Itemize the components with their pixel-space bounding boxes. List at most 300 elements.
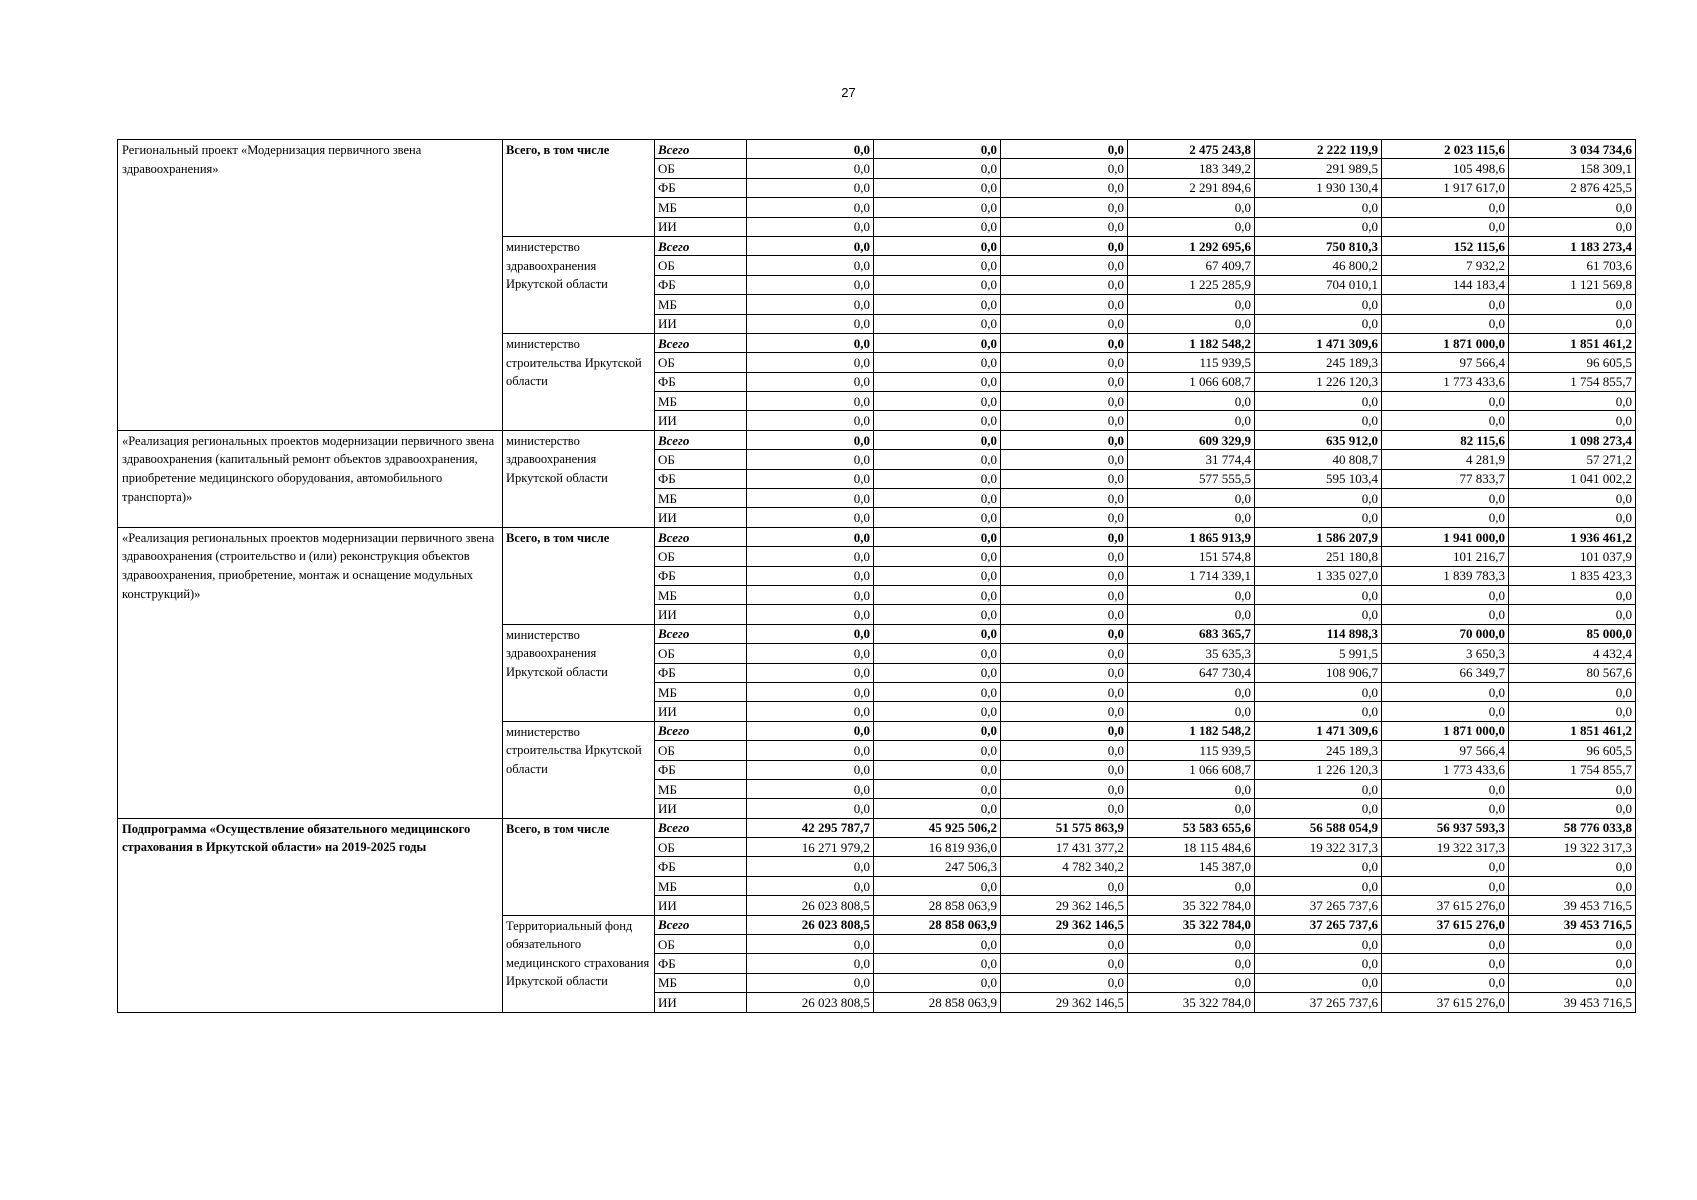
amount-cell: 0,0 xyxy=(1001,275,1128,294)
funding-source-cell: ФБ xyxy=(655,469,747,488)
amount-cell: 0,0 xyxy=(874,585,1001,604)
amount-cell: 0,0 xyxy=(1509,682,1636,701)
amount-cell: 35 322 784,0 xyxy=(1128,896,1255,915)
amount-cell: 0,0 xyxy=(747,547,874,566)
amount-cell: 0,0 xyxy=(1128,682,1255,701)
amount-cell: 0,0 xyxy=(747,644,874,663)
amount-cell: 37 615 276,0 xyxy=(1382,915,1509,934)
amount-cell: 0,0 xyxy=(874,314,1001,333)
amount-cell: 29 362 146,5 xyxy=(1001,896,1128,915)
amount-cell: 85 000,0 xyxy=(1509,624,1636,643)
amount-cell: 0,0 xyxy=(1509,585,1636,604)
amount-cell: 19 322 317,3 xyxy=(1255,838,1382,857)
amount-cell: 0,0 xyxy=(1001,605,1128,624)
amount-cell: 0,0 xyxy=(1001,469,1128,488)
amount-cell: 0,0 xyxy=(1509,876,1636,895)
amount-cell: 26 023 808,5 xyxy=(747,993,874,1012)
amount-cell: 1 226 120,3 xyxy=(1255,760,1382,779)
funding-source-cell: МБ xyxy=(655,876,747,895)
amount-cell: 750 810,3 xyxy=(1255,236,1382,255)
table-body xyxy=(118,140,1636,1013)
funding-source-cell: МБ xyxy=(655,198,747,217)
amount-cell: 7 932,2 xyxy=(1382,256,1509,275)
amount-cell: 183 349,2 xyxy=(1128,159,1255,178)
amount-cell: 0,0 xyxy=(1001,256,1128,275)
funding-source-cell: ОБ xyxy=(655,450,747,469)
executor-cell: Всего, в том числе xyxy=(503,527,655,624)
amount-cell: 0,0 xyxy=(1001,236,1128,255)
amount-cell: 0,0 xyxy=(1001,547,1128,566)
amount-cell: 0,0 xyxy=(1001,644,1128,663)
funding-source-cell: ИИ xyxy=(655,217,747,236)
amount-cell: 0,0 xyxy=(1255,217,1382,236)
amount-cell: 1 121 569,8 xyxy=(1509,275,1636,294)
amount-cell: 158 309,1 xyxy=(1509,159,1636,178)
amount-cell: 0,0 xyxy=(874,876,1001,895)
amount-cell: 82 115,6 xyxy=(1382,430,1509,449)
amount-cell: 152 115,6 xyxy=(1382,236,1509,255)
amount-cell: 58 776 033,8 xyxy=(1509,818,1636,837)
amount-cell: 28 858 063,9 xyxy=(874,915,1001,934)
amount-cell: 0,0 xyxy=(1509,935,1636,954)
funding-source-cell: ОБ xyxy=(655,256,747,275)
amount-cell: 0,0 xyxy=(1128,799,1255,818)
amount-cell: 0,0 xyxy=(874,547,1001,566)
amount-cell: 0,0 xyxy=(874,566,1001,585)
amount-cell: 0,0 xyxy=(1382,954,1509,973)
amount-cell: 46 800,2 xyxy=(1255,256,1382,275)
funding-source-cell: ФБ xyxy=(655,372,747,391)
amount-cell: 2 291 894,6 xyxy=(1128,178,1255,197)
amount-cell: 0,0 xyxy=(747,935,874,954)
amount-cell: 0,0 xyxy=(1001,935,1128,954)
amount-cell: 31 774,4 xyxy=(1128,450,1255,469)
amount-cell: 0,0 xyxy=(1128,411,1255,430)
funding-source-cell: МБ xyxy=(655,779,747,798)
executor-cell: Всего, в том числе xyxy=(503,818,655,915)
amount-cell: 0,0 xyxy=(747,295,874,314)
amount-cell: 0,0 xyxy=(1255,392,1382,411)
amount-cell: 0,0 xyxy=(1509,605,1636,624)
funding-source-cell: Всего xyxy=(655,527,747,546)
amount-cell: 67 409,7 xyxy=(1128,256,1255,275)
amount-cell: 0,0 xyxy=(1255,779,1382,798)
amount-cell: 1 714 339,1 xyxy=(1128,566,1255,585)
amount-cell: 26 023 808,5 xyxy=(747,896,874,915)
amount-cell: 51 575 863,9 xyxy=(1001,818,1128,837)
amount-cell: 0,0 xyxy=(1001,450,1128,469)
amount-cell: 0,0 xyxy=(747,159,874,178)
amount-cell: 1 865 913,9 xyxy=(1128,527,1255,546)
funding-source-cell: ИИ xyxy=(655,702,747,721)
funding-source-cell: ОБ xyxy=(655,547,747,566)
amount-cell: 37 615 276,0 xyxy=(1382,896,1509,915)
amount-cell: 1 471 309,6 xyxy=(1255,721,1382,740)
amount-cell: 2 222 119,9 xyxy=(1255,140,1382,159)
funding-source-cell: Всего xyxy=(655,140,747,159)
amount-cell: 0,0 xyxy=(1382,702,1509,721)
amount-cell: 0,0 xyxy=(1001,741,1128,760)
amount-cell: 35 322 784,0 xyxy=(1128,993,1255,1012)
amount-cell: 0,0 xyxy=(1509,489,1636,508)
amount-cell: 0,0 xyxy=(874,644,1001,663)
funding-source-cell: ИИ xyxy=(655,508,747,527)
amount-cell: 0,0 xyxy=(747,489,874,508)
amount-cell: 0,0 xyxy=(1255,876,1382,895)
amount-cell: 0,0 xyxy=(874,760,1001,779)
amount-cell: 1 754 855,7 xyxy=(1509,760,1636,779)
amount-cell: 0,0 xyxy=(1255,314,1382,333)
amount-cell: 151 574,8 xyxy=(1128,547,1255,566)
amount-cell: 96 605,5 xyxy=(1509,353,1636,372)
amount-cell: 19 322 317,3 xyxy=(1382,838,1509,857)
amount-cell: 1 225 285,9 xyxy=(1128,275,1255,294)
amount-cell: 0,0 xyxy=(747,411,874,430)
amount-cell: 2 475 243,8 xyxy=(1128,140,1255,159)
amount-cell: 0,0 xyxy=(747,430,874,449)
amount-cell: 0,0 xyxy=(1001,682,1128,701)
amount-cell: 0,0 xyxy=(1382,198,1509,217)
amount-cell: 1 183 273,4 xyxy=(1509,236,1636,255)
amount-cell: 0,0 xyxy=(1509,198,1636,217)
amount-cell: 1 773 433,6 xyxy=(1382,372,1509,391)
amount-cell: 0,0 xyxy=(1509,954,1636,973)
amount-cell: 0,0 xyxy=(1001,876,1128,895)
amount-cell: 0,0 xyxy=(747,760,874,779)
executor-cell: Всего, в том числе xyxy=(503,140,655,237)
amount-cell: 0,0 xyxy=(747,275,874,294)
funding-source-cell: ОБ xyxy=(655,838,747,857)
amount-cell: 1 754 855,7 xyxy=(1509,372,1636,391)
amount-cell: 0,0 xyxy=(747,566,874,585)
amount-cell: 70 000,0 xyxy=(1382,624,1509,643)
amount-cell: 0,0 xyxy=(747,973,874,992)
amount-cell: 1 851 461,2 xyxy=(1509,721,1636,740)
program-name-cell: «Реализация региональных проектов модернизации первичного звена здравоохранения (строительство и (или) реконструкция объектов здравоохранения, приобретение, монтаж и оснащение модульных конструкций)» xyxy=(118,527,503,818)
amount-cell: 28 858 063,9 xyxy=(874,896,1001,915)
amount-cell: 0,0 xyxy=(1382,973,1509,992)
table-row xyxy=(118,140,1636,159)
amount-cell: 37 265 737,6 xyxy=(1255,993,1382,1012)
amount-cell: 37 265 737,6 xyxy=(1255,896,1382,915)
funding-source-cell: МБ xyxy=(655,682,747,701)
amount-cell: 0,0 xyxy=(874,973,1001,992)
amount-cell: 56 588 054,9 xyxy=(1255,818,1382,837)
funding-source-cell: Всего xyxy=(655,721,747,740)
funding-source-cell: ОБ xyxy=(655,644,747,663)
amount-cell: 595 103,4 xyxy=(1255,469,1382,488)
executor-cell: министерство строительства Иркутской области xyxy=(503,333,655,430)
funding-source-cell: ОБ xyxy=(655,353,747,372)
funding-source-cell: МБ xyxy=(655,295,747,314)
amount-cell: 105 498,6 xyxy=(1382,159,1509,178)
budget-table xyxy=(117,139,1636,1013)
amount-cell: 1 182 548,2 xyxy=(1128,721,1255,740)
amount-cell: 291 989,5 xyxy=(1255,159,1382,178)
amount-cell: 1 871 000,0 xyxy=(1382,721,1509,740)
amount-cell: 0,0 xyxy=(874,663,1001,682)
amount-cell: 647 730,4 xyxy=(1128,663,1255,682)
amount-cell: 0,0 xyxy=(1128,508,1255,527)
amount-cell: 1 839 783,3 xyxy=(1382,566,1509,585)
amount-cell: 80 567,6 xyxy=(1509,663,1636,682)
amount-cell: 0,0 xyxy=(1382,508,1509,527)
funding-source-cell: Всего xyxy=(655,915,747,934)
amount-cell: 0,0 xyxy=(747,256,874,275)
amount-cell: 251 180,8 xyxy=(1255,547,1382,566)
amount-cell: 40 808,7 xyxy=(1255,450,1382,469)
amount-cell: 0,0 xyxy=(1001,702,1128,721)
amount-cell: 0,0 xyxy=(747,585,874,604)
amount-cell: 1 773 433,6 xyxy=(1382,760,1509,779)
funding-source-cell: ФБ xyxy=(655,178,747,197)
amount-cell: 0,0 xyxy=(874,159,1001,178)
amount-cell: 0,0 xyxy=(747,450,874,469)
amount-cell: 115 939,5 xyxy=(1128,353,1255,372)
amount-cell: 0,0 xyxy=(1001,760,1128,779)
amount-cell: 0,0 xyxy=(1382,876,1509,895)
amount-cell: 0,0 xyxy=(874,508,1001,527)
amount-cell: 101 037,9 xyxy=(1509,547,1636,566)
amount-cell: 0,0 xyxy=(874,799,1001,818)
amount-cell: 0,0 xyxy=(1255,295,1382,314)
amount-cell: 115 939,5 xyxy=(1128,741,1255,760)
amount-cell: 29 362 146,5 xyxy=(1001,993,1128,1012)
amount-cell: 245 189,3 xyxy=(1255,741,1382,760)
amount-cell: 1 930 130,4 xyxy=(1255,178,1382,197)
amount-cell: 0,0 xyxy=(1382,605,1509,624)
amount-cell: 0,0 xyxy=(1255,605,1382,624)
amount-cell: 0,0 xyxy=(1509,217,1636,236)
amount-cell: 247 506,3 xyxy=(874,857,1001,876)
amount-cell: 0,0 xyxy=(874,353,1001,372)
amount-cell: 0,0 xyxy=(747,605,874,624)
funding-source-cell: Всего xyxy=(655,624,747,643)
amount-cell: 245 189,3 xyxy=(1255,353,1382,372)
amount-cell: 0,0 xyxy=(747,682,874,701)
amount-cell: 0,0 xyxy=(1255,198,1382,217)
amount-cell: 683 365,7 xyxy=(1128,624,1255,643)
amount-cell: 0,0 xyxy=(874,682,1001,701)
amount-cell: 0,0 xyxy=(874,392,1001,411)
funding-source-cell: ИИ xyxy=(655,993,747,1012)
amount-cell: 39 453 716,5 xyxy=(1509,993,1636,1012)
amount-cell: 0,0 xyxy=(1001,508,1128,527)
amount-cell: 1 936 461,2 xyxy=(1509,527,1636,546)
amount-cell: 0,0 xyxy=(1255,702,1382,721)
amount-cell: 0,0 xyxy=(1255,973,1382,992)
amount-cell: 609 329,9 xyxy=(1128,430,1255,449)
amount-cell: 0,0 xyxy=(1128,954,1255,973)
executor-cell: министерство здравоохранения Иркутской области xyxy=(503,624,655,721)
amount-cell: 4 281,9 xyxy=(1382,450,1509,469)
funding-source-cell: ИИ xyxy=(655,799,747,818)
funding-source-cell: ОБ xyxy=(655,159,747,178)
program-name-cell: «Реализация региональных проектов модернизации первичного звена здравоохранения (капитальный ремонт объектов здравоохранения, приобретение медицинского оборудования, автомобильного транспорта)» xyxy=(118,430,503,527)
amount-cell: 0,0 xyxy=(874,624,1001,643)
amount-cell: 0,0 xyxy=(1001,314,1128,333)
amount-cell: 0,0 xyxy=(874,178,1001,197)
amount-cell: 0,0 xyxy=(874,236,1001,255)
amount-cell: 0,0 xyxy=(1001,663,1128,682)
amount-cell: 0,0 xyxy=(1128,489,1255,508)
amount-cell: 0,0 xyxy=(874,605,1001,624)
amount-cell: 0,0 xyxy=(1001,585,1128,604)
amount-cell: 0,0 xyxy=(1001,372,1128,391)
amount-cell: 0,0 xyxy=(1509,392,1636,411)
amount-cell: 0,0 xyxy=(1382,295,1509,314)
amount-cell: 101 216,7 xyxy=(1382,547,1509,566)
amount-cell: 0,0 xyxy=(1001,779,1128,798)
amount-cell: 0,0 xyxy=(1255,489,1382,508)
amount-cell: 28 858 063,9 xyxy=(874,993,1001,1012)
program-name-cell: Региональный проект «Модернизация первичного звена здравоохранения» xyxy=(118,140,503,431)
executor-cell: министерство здравоохранения Иркутской области xyxy=(503,430,655,527)
amount-cell: 0,0 xyxy=(874,489,1001,508)
amount-cell: 18 115 484,6 xyxy=(1128,838,1255,857)
program-name-cell: Подпрограмма «Осуществление обязательного медицинского страхования в Иркутской области» на 2019-2025 годы xyxy=(118,818,503,1012)
amount-cell: 0,0 xyxy=(747,954,874,973)
amount-cell: 0,0 xyxy=(1128,295,1255,314)
amount-cell: 16 819 936,0 xyxy=(874,838,1001,857)
amount-cell: 16 271 979,2 xyxy=(747,838,874,857)
amount-cell: 0,0 xyxy=(1382,682,1509,701)
funding-source-cell: Всего xyxy=(655,333,747,352)
amount-cell: 0,0 xyxy=(874,469,1001,488)
amount-cell: 0,0 xyxy=(1509,799,1636,818)
amount-cell: 4 432,4 xyxy=(1509,644,1636,663)
funding-source-cell: ФБ xyxy=(655,275,747,294)
funding-source-cell: МБ xyxy=(655,392,747,411)
amount-cell: 0,0 xyxy=(1001,721,1128,740)
executor-cell: министерство строительства Иркутской области xyxy=(503,721,655,818)
amount-cell: 0,0 xyxy=(874,295,1001,314)
amount-cell: 0,0 xyxy=(1255,935,1382,954)
amount-cell: 0,0 xyxy=(874,527,1001,546)
funding-source-cell: ФБ xyxy=(655,954,747,973)
amount-cell: 1 335 027,0 xyxy=(1255,566,1382,585)
amount-cell: 97 566,4 xyxy=(1382,353,1509,372)
amount-cell: 0,0 xyxy=(1001,411,1128,430)
amount-cell: 39 453 716,5 xyxy=(1509,915,1636,934)
amount-cell: 0,0 xyxy=(747,392,874,411)
amount-cell: 3 034 734,6 xyxy=(1509,140,1636,159)
amount-cell: 0,0 xyxy=(1128,392,1255,411)
amount-cell: 0,0 xyxy=(1255,585,1382,604)
amount-cell: 97 566,4 xyxy=(1382,741,1509,760)
amount-cell: 0,0 xyxy=(874,333,1001,352)
amount-cell: 1 941 000,0 xyxy=(1382,527,1509,546)
amount-cell: 0,0 xyxy=(1001,159,1128,178)
amount-cell: 0,0 xyxy=(1128,314,1255,333)
amount-cell: 0,0 xyxy=(1001,566,1128,585)
amount-cell: 577 555,5 xyxy=(1128,469,1255,488)
executor-cell: министерство здравоохранения Иркутской области xyxy=(503,236,655,333)
amount-cell: 96 605,5 xyxy=(1509,741,1636,760)
amount-cell: 0,0 xyxy=(1001,973,1128,992)
table-row xyxy=(118,818,1636,837)
amount-cell: 0,0 xyxy=(874,430,1001,449)
amount-cell: 0,0 xyxy=(1128,217,1255,236)
executor-cell: Территориальный фонд обязательного медицинского страхования Иркутской области xyxy=(503,915,655,1012)
amount-cell: 0,0 xyxy=(1382,411,1509,430)
amount-cell: 0,0 xyxy=(1001,140,1128,159)
amount-cell: 144 183,4 xyxy=(1382,275,1509,294)
amount-cell: 0,0 xyxy=(1001,198,1128,217)
amount-cell: 1 586 207,9 xyxy=(1255,527,1382,546)
amount-cell: 0,0 xyxy=(1001,217,1128,236)
amount-cell: 0,0 xyxy=(1255,857,1382,876)
amount-cell: 0,0 xyxy=(747,799,874,818)
amount-cell: 0,0 xyxy=(874,721,1001,740)
amount-cell: 1 066 608,7 xyxy=(1128,372,1255,391)
funding-source-cell: Всего xyxy=(655,818,747,837)
amount-cell: 0,0 xyxy=(1382,799,1509,818)
funding-source-cell: МБ xyxy=(655,973,747,992)
amount-cell: 39 453 716,5 xyxy=(1509,896,1636,915)
funding-source-cell: ИИ xyxy=(655,605,747,624)
amount-cell: 0,0 xyxy=(747,624,874,643)
amount-cell: 0,0 xyxy=(747,527,874,546)
amount-cell: 0,0 xyxy=(1128,605,1255,624)
amount-cell: 145 387,0 xyxy=(1128,857,1255,876)
amount-cell: 0,0 xyxy=(1001,295,1128,314)
amount-cell: 45 925 506,2 xyxy=(874,818,1001,837)
amount-cell: 77 833,7 xyxy=(1382,469,1509,488)
amount-cell: 0,0 xyxy=(747,469,874,488)
amount-cell: 61 703,6 xyxy=(1509,256,1636,275)
amount-cell: 108 906,7 xyxy=(1255,663,1382,682)
amount-cell: 0,0 xyxy=(874,275,1001,294)
table-row xyxy=(118,527,1636,546)
amount-cell: 0,0 xyxy=(1382,857,1509,876)
funding-source-cell: ФБ xyxy=(655,760,747,779)
amount-cell: 35 635,3 xyxy=(1128,644,1255,663)
amount-cell: 0,0 xyxy=(747,876,874,895)
amount-cell: 0,0 xyxy=(1001,527,1128,546)
funding-source-cell: ИИ xyxy=(655,896,747,915)
amount-cell: 0,0 xyxy=(1001,430,1128,449)
amount-cell: 1 851 461,2 xyxy=(1509,333,1636,352)
amount-cell: 0,0 xyxy=(1509,295,1636,314)
amount-cell: 4 782 340,2 xyxy=(1001,857,1128,876)
amount-cell: 0,0 xyxy=(1382,314,1509,333)
funding-source-cell: ОБ xyxy=(655,741,747,760)
funding-source-cell: Всего xyxy=(655,236,747,255)
amount-cell: 0,0 xyxy=(747,702,874,721)
amount-cell: 66 349,7 xyxy=(1382,663,1509,682)
amount-cell: 0,0 xyxy=(747,857,874,876)
amount-cell: 1 098 273,4 xyxy=(1509,430,1636,449)
amount-cell: 0,0 xyxy=(1128,973,1255,992)
amount-cell: 0,0 xyxy=(1255,799,1382,818)
amount-cell: 19 322 317,3 xyxy=(1509,838,1636,857)
amount-cell: 0,0 xyxy=(1255,682,1382,701)
amount-cell: 37 265 737,6 xyxy=(1255,915,1382,934)
amount-cell: 1 292 695,6 xyxy=(1128,236,1255,255)
amount-cell: 35 322 784,0 xyxy=(1128,915,1255,934)
amount-cell: 0,0 xyxy=(747,741,874,760)
amount-cell: 0,0 xyxy=(747,663,874,682)
amount-cell: 704 010,1 xyxy=(1255,275,1382,294)
amount-cell: 0,0 xyxy=(1255,954,1382,973)
amount-cell: 0,0 xyxy=(1382,935,1509,954)
amount-cell: 17 431 377,2 xyxy=(1001,838,1128,857)
amount-cell: 53 583 655,6 xyxy=(1128,818,1255,837)
amount-cell: 0,0 xyxy=(747,779,874,798)
amount-cell: 1 871 000,0 xyxy=(1382,333,1509,352)
amount-cell: 0,0 xyxy=(1128,198,1255,217)
